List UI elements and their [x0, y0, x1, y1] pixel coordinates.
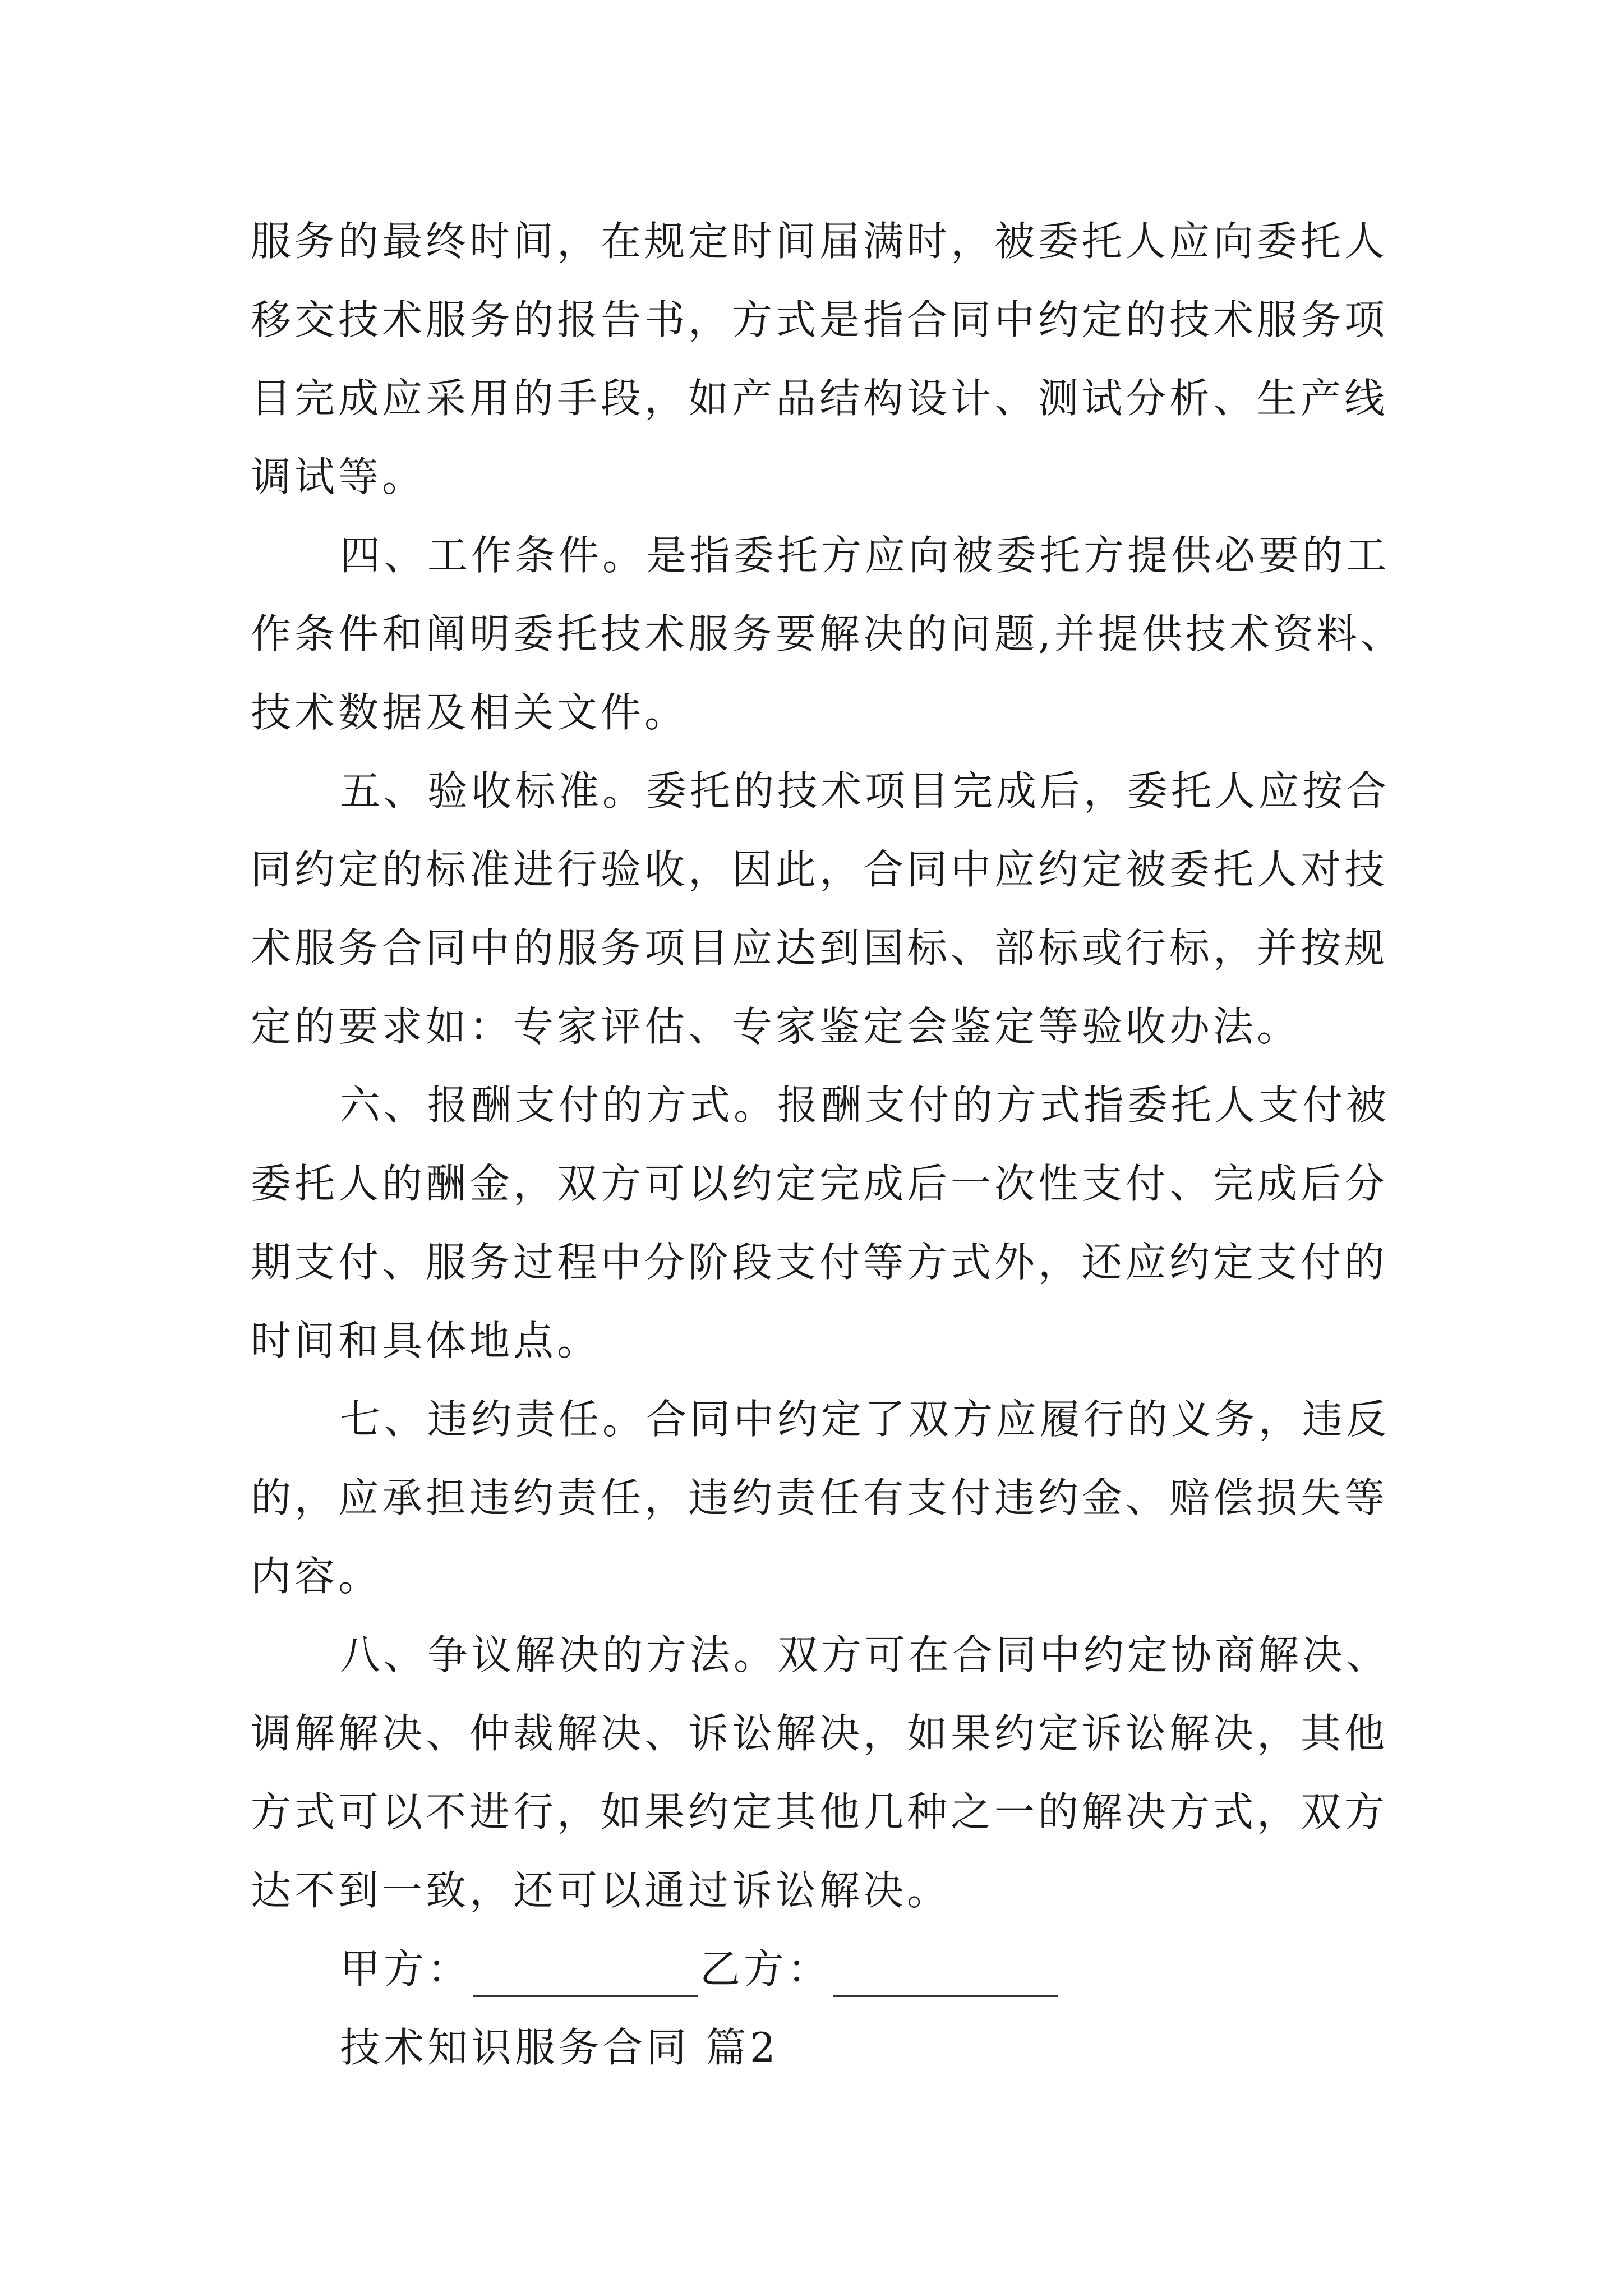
- paragraph-line: 达不到一致，还可以通过诉讼解决。: [251, 1867, 951, 1914]
- paragraph-line: 服务的最终时间，在规定时间届满时，被委托人应向委托人: [251, 218, 1389, 265]
- paragraph-line: 作条件和阐明委托技术服务要解决的问题,并提供技术资料、: [251, 610, 1404, 657]
- party-b-signature-field[interactable]: [833, 1956, 1058, 1997]
- paragraph-line: 七、违约责任。合同中约定了双方应履行的义务，违反: [340, 1396, 1390, 1443]
- party-b-label: 乙方：: [700, 1945, 832, 1993]
- paragraph-line: 委托人的酬金，双方可以约定完成后一次性支付、完成后分: [251, 1160, 1389, 1207]
- paragraph-line: 六、报酬支付的方式。报酬支付的方式指委托人支付被: [340, 1082, 1390, 1129]
- paragraph-line: 五、验收标准。委托的技术项目完成后，委托人应按合: [340, 767, 1390, 815]
- paragraph-line: 八、争议解决的方法。双方可在合同中约定协商解决、: [340, 1631, 1390, 1678]
- paragraph-line: 同约定的标准进行验收，因此，合同中应约定被委托人对技: [251, 846, 1389, 893]
- paragraph-line: 方式可以不进行，如果约定其他几种之一的解决方式，双方: [251, 1788, 1389, 1835]
- paragraph-line: 定的要求如：专家评估、专家鉴定会鉴定等验收办法。: [251, 1003, 1301, 1050]
- paragraph-line: 目完成应采用的手段，如产品结构设计、测试分析、生产线: [251, 375, 1389, 422]
- paragraph-line: 期支付、服务过程中分阶段支付等方式外，还应约定支付的: [251, 1239, 1389, 1286]
- party-a-signature-field[interactable]: [473, 1956, 698, 1997]
- paragraph-line: 技术数据及相关文件。: [251, 689, 689, 736]
- paragraph-line: 的，应承担违约责任，违约责任有支付违约金、赔偿损失等: [251, 1474, 1389, 1521]
- paragraph-line: 调试等。: [251, 453, 426, 500]
- paragraph-line: 内容。: [251, 1553, 382, 1600]
- paragraph-line: 四、工作条件。是指委托方应向被委托方提供必要的工: [340, 532, 1390, 579]
- paragraph-line: 术服务合同中的服务项目应达到国标、部标或行标，并按规: [251, 924, 1389, 972]
- paragraph-line: 调解解决、仲裁解决、诉讼解决，如果约定诉讼解决，其他: [251, 1710, 1389, 1757]
- party-a-label: 甲方：: [340, 1945, 472, 1993]
- paragraph-line: 移交技术服务的报告书，方式是指合同中约定的技术服务项: [251, 296, 1389, 343]
- signature-line: [340, 1941, 1060, 1997]
- paragraph-line: 时间和具体地点。: [251, 1317, 601, 1364]
- section-title: 技术知识服务合同 篇2: [340, 2024, 779, 2071]
